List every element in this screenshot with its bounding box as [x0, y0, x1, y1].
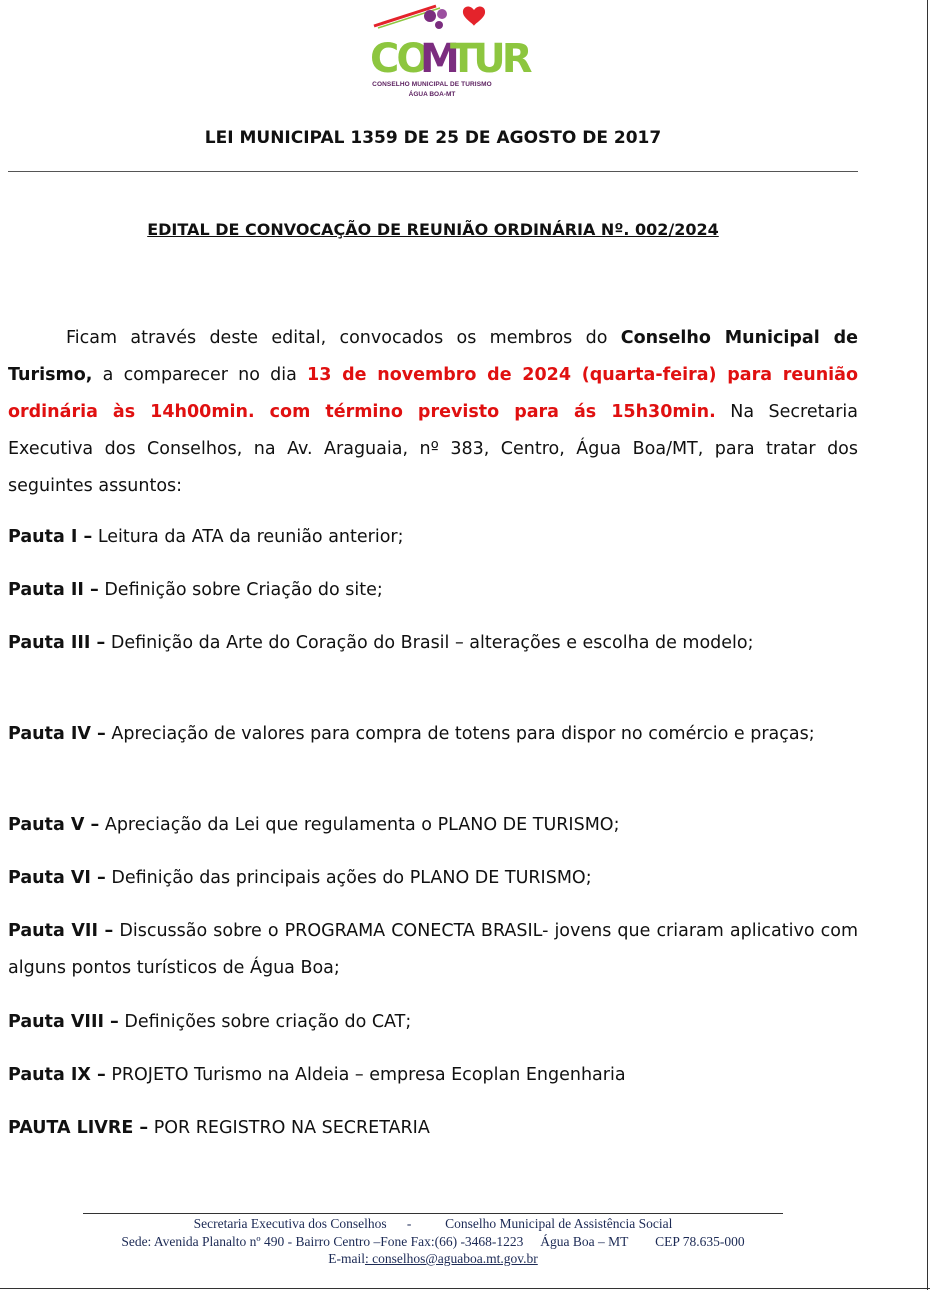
footer-line: Secretaria Executiva dos Conselhos - Conselho Municipal de Assistência Social: [193, 1216, 673, 1231]
footer-divider: [83, 1213, 783, 1214]
pauta-label: Pauta VII –: [8, 921, 114, 941]
pauta-item: [8, 860, 858, 897]
email-label: E-mail: [328, 1251, 365, 1266]
logo-location: ÁGUA BOA-MT: [408, 91, 456, 98]
pauta-item: [8, 1004, 858, 1041]
pauta-label: Pauta IX –: [8, 1065, 106, 1085]
pauta-label: PAUTA LIVRE –: [8, 1118, 149, 1138]
pauta-text: Definição das principais ações do PLANO DE TURISMO;: [105, 868, 592, 888]
pauta-item: [8, 1057, 858, 1094]
comtur-logo: [366, 2, 529, 104]
intro-text: Na Secretaria Executiva dos Conselhos, na Av. Araguaia, nº 383, Centro, Água Boa/MT, para tratar dos seguintes assuntos:: [8, 402, 858, 496]
law-title: LEI MUNICIPAL 1359 DE 25 DE AGOSTO DE 2017: [204, 128, 662, 148]
pauta-label: Pauta IV –: [8, 724, 106, 744]
pauta-item: [8, 1110, 858, 1147]
logo-wordmark: [366, 30, 529, 82]
pauta-item: [8, 519, 858, 556]
pauta-text: Apreciação de valores para compra de totens para dispor no comércio e praças;: [105, 724, 815, 744]
logo-subtitle: CONSELHO MUNICIPAL DE TURISMO: [372, 81, 492, 88]
pauta-label: Pauta V –: [8, 815, 100, 835]
pauta-label: Pauta I –: [8, 527, 93, 547]
header-divider: [8, 171, 858, 172]
email-link[interactable]: : conselhos@aguaboa.mt.gov.br: [364, 1251, 538, 1266]
pauta-item: [8, 807, 858, 844]
footer-address: Sede: Avenida Planalto nº 490 - Bairro Centro –Fone Fax:(66) -3468-1223 Água Boa – MT CEP 78.635-000: [121, 1234, 745, 1249]
pauta-text: Discussão sobre o PROGRAMA CONECTA BRASIL- jovens que criaram aplicativo com alguns pontos turísticos de Água Boa;: [8, 921, 858, 978]
page-border: [927, 0, 928, 1290]
svg-text:M: M: [420, 36, 457, 82]
council-name: Conselho Municipal de Turismo,: [8, 328, 858, 385]
pauta-text: Definição sobre Criação do site;: [98, 580, 383, 600]
pauta-text: PROJETO Turismo na Aldeia – empresa Ecoplan Engenharia: [105, 1065, 626, 1085]
pauta-label: Pauta II –: [8, 580, 99, 600]
pauta-label: Pauta III –: [8, 633, 106, 653]
meeting-date-highlight: 13 de novembro de 2024 (quarta-feira) para reunião ordinária às 14h00min. com término previsto para ás 15h30min.: [8, 365, 858, 422]
footer-email: [0, 1251, 866, 1267]
svg-text:TUR: TUR: [450, 36, 529, 82]
pauta-label: Pauta VIII –: [8, 1012, 119, 1032]
pauta-text: Definições sobre criação do CAT;: [118, 1012, 412, 1032]
pauta-text: Definição da Arte do Coração do Brasil – alterações e escolha de modelo;: [105, 633, 754, 653]
pauta-item: [8, 572, 858, 609]
pauta-item: [8, 913, 858, 987]
pauta-text: POR REGISTRO NA SECRETARIA: [148, 1118, 430, 1138]
svg-text:CO: CO: [370, 36, 428, 82]
pauta-item: [8, 625, 814, 662]
intro-text: a comparecer no dia: [92, 365, 308, 385]
page-border: [0, 1288, 930, 1289]
intro-paragraph: [8, 320, 858, 505]
edital-title: EDITAL DE CONVOCAÇÃO DE REUNIÃO ORDINÁRIA Nº. 002/2024: [147, 220, 719, 239]
pauta-text: Leitura da ATA da reunião anterior;: [92, 527, 404, 547]
pauta-label: Pauta VI –: [8, 868, 106, 888]
intro-text: Ficam através deste edital, convocados os membros do: [66, 328, 621, 348]
pauta-item: [8, 716, 828, 753]
pauta-text: Apreciação da Lei que regulamenta o PLANO DE TURISMO;: [99, 815, 620, 835]
